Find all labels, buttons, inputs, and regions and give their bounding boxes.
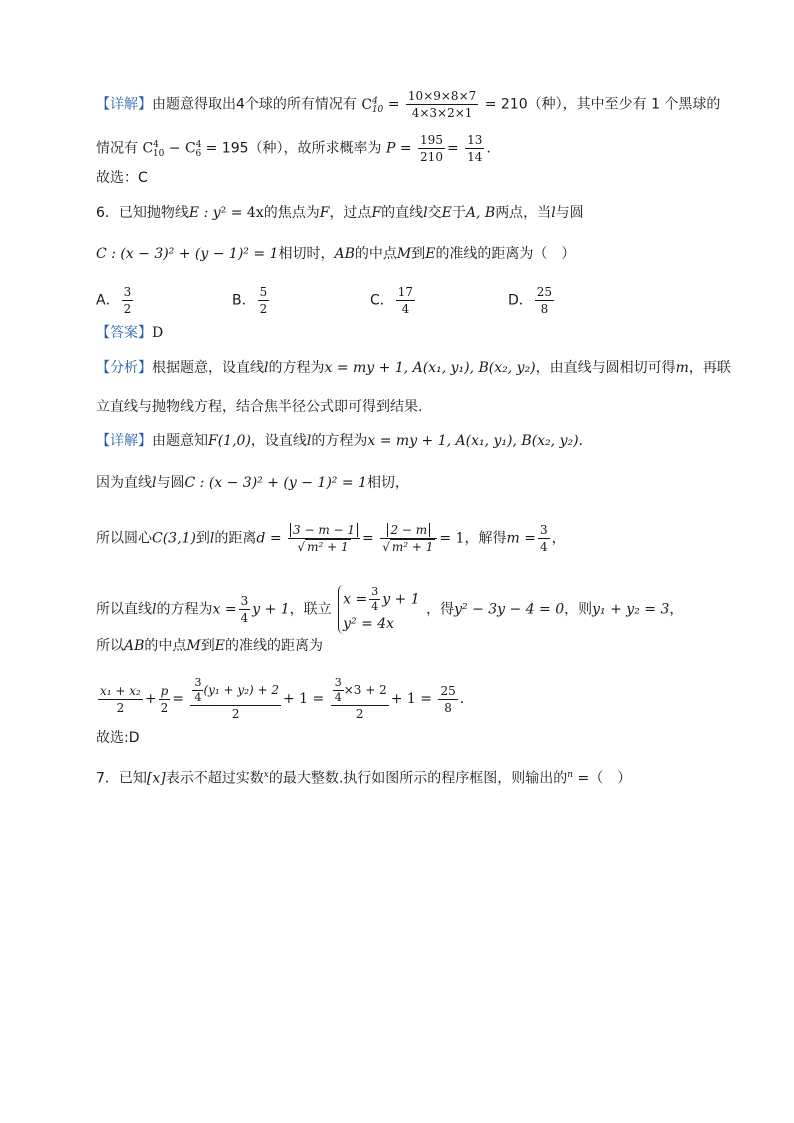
analysis-line-1: 【分析】根据题意，设直线l的方程为x = my + 1, A(x₁, y₁), B(x₂, y₂)，由直线与圆相切可得m，再联 <box>96 360 731 376</box>
distance-equation: $\frac{\text{x₁ + x₂}}{2}$ + $\frac{p}{2}$ = $\frac{3}{4}$ (y₁ + y₂) + 2 2 + 1 = $\frac{3}{4}$ ×3 + 2 2 + 1 = $\frac{25}{8}$ . <box>100 676 465 721</box>
equation-system: x = $\frac{3}{4}$ y + 1 y² = 4x <box>338 585 420 634</box>
question-6-line-2: C : (x − 3)² + (y − 1)² = 1相切时，AB的中点M到E的准线的距离为（ ） <box>96 246 576 262</box>
option-b: B． $\frac{5}{2}$ <box>232 285 268 316</box>
option-d: D． $\frac{25}{8}$ <box>508 285 553 316</box>
detail2-line-5: 所以AB的中点M到E的准线的距离为 <box>96 638 323 654</box>
detail2-line-2: 因为直线l与圆C : (x − 3)² + (y − 1)² = 1相切， <box>96 475 409 491</box>
detail2-line-1: 【详解】由题意知F(1,0)，设直线l的方程为x = my + 1, A(x₁, y₁), B(x₂, y₂). <box>96 433 583 449</box>
choose-d-line: 故选:D <box>96 730 140 746</box>
answer-line: 【答案】D <box>96 325 164 341</box>
analysis-line-2: 立直线与抛物线方程，结合焦半径公式即可得到结果. <box>96 399 423 415</box>
fraction: $\frac{10\times 9\times 8\times 7}{4\times 3\times 2\times 1}$ <box>407 89 477 120</box>
option-a: A． $\frac{3}{2}$ <box>96 285 132 316</box>
question-6-line-1: 6．已知抛物线E : y² = 4x的焦点为F，过点F的直线l交E于A, B两点，当l与圆 <box>96 205 584 221</box>
question-7: 7．已知[x]表示不超过实数$^x$的最大整数.执行如图所示的程序框图，则输出的$^n$ =（ ） <box>96 770 632 787</box>
detail-tag: 【详解】 <box>96 96 152 113</box>
detail-line-1: 【详解】由题意得取出4个球的所有情况有 $C^4_{10}$ = $\frac{10\times 9\times 8\times 7}{4\times 3\times 2\times 1}$ = 210（种），其中至少有 1 个黑球的 <box>96 89 721 120</box>
detail-line-2: 情况有 $C^4_{10} - C^4_6 = 195$（种），故所求概率为 P = $\frac{195}{210}$ = $\frac{13}{14}$ . <box>96 133 491 164</box>
detail2-line-4: 所以直线l的方程为x = $\frac{3}{4}$ y + 1，联立 x = $\frac{3}{4}$ y + 1 y² = 4x ，得y² − 3y − 4 = 0，则y₁ + y₂ = 3， <box>96 585 684 632</box>
detail2-line-3: 所以圆心C(3,1)到l的距离d = $\frac{3 - m - 1}{\text{√ m² + 1}}$ = $\frac{2 - m}{\text{√ m² + 1}}$ = 1，解得m = $\frac{3}{4}$ ， <box>96 523 566 554</box>
answer-choice-line: 故选：C <box>96 170 148 186</box>
option-c: C． $\frac{17}{4}$ <box>370 285 414 316</box>
